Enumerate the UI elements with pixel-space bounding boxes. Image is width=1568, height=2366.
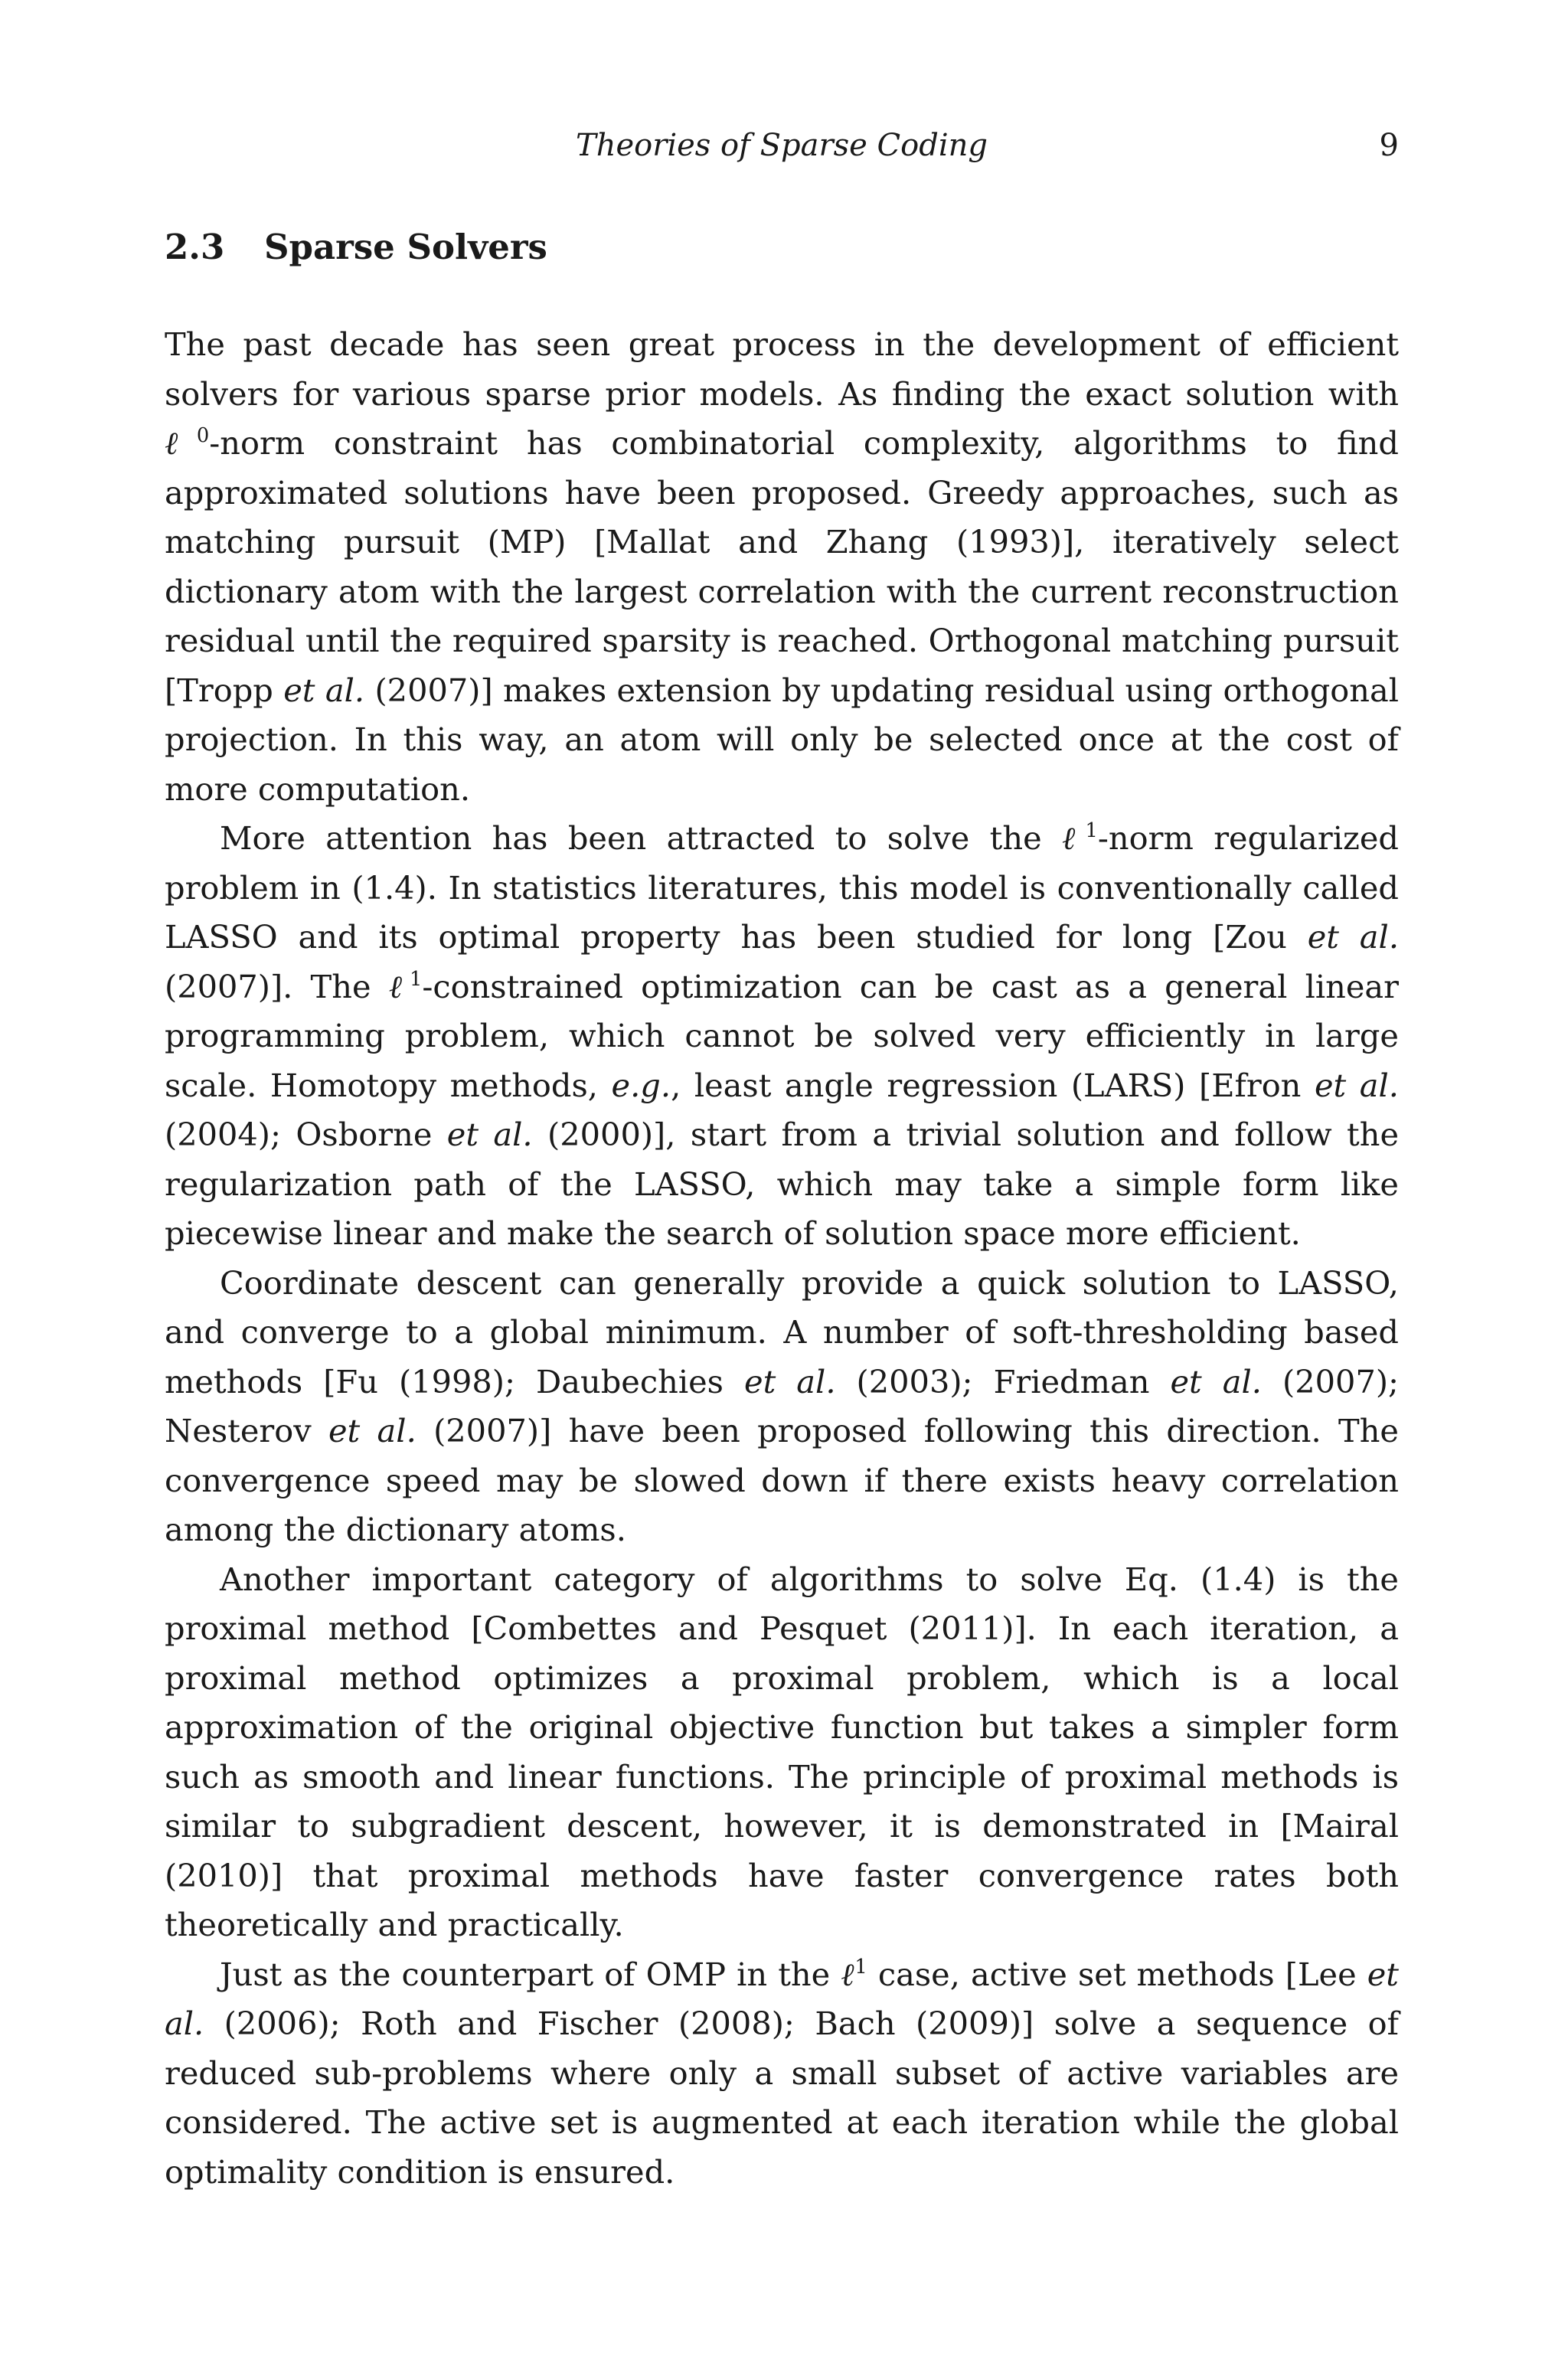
page-number: 9: [1379, 128, 1399, 163]
section-number: 2.3: [165, 227, 225, 267]
citation-etal: et al.: [1170, 1362, 1262, 1400]
superscript: 1: [854, 1955, 867, 1979]
math-ell: ℓ: [1062, 819, 1086, 857]
section-heading: [165, 222, 547, 273]
paragraph-3: Coordinate descent can generally provide a quick solution to LASSO, and converge to a global minimum. A number of soft-thresholding based methods [Fu (1998); Daubechies et al. (2003); Friedman et al. (2007); Nesterov et al. (2007)] have been proposed following this direction. The convergence speed may be slowed down if there exists heavy correlation among the dictionary atoms.: [165, 1263, 1400, 1548]
superscript: 1: [1085, 819, 1098, 843]
abbrev-eg: e.g.: [611, 1066, 671, 1104]
body-text: [165, 320, 1399, 2197]
section-title: Sparse Solvers: [264, 227, 547, 267]
paragraph-1: The past decade has seen great process in the development of efficient solvers for various sparse prior models. As finding the exact solution with ℓ$^0$-norm constraint has combinatorial complexity, algorithms to find approximated solutions have been proposed. Greedy approaches, such as matching pursuit (MP) [Mallat and Zhang (1993)], iteratively select dictionary atom with the largest correlation with the current reconstruction residual until the required sparsity is reached. Orthogonal matching pursuit [Tropp et al. (2007)] makes extension by updating residual using orthogonal projection. In this way, an atom will only be selected once at the cost of more computation.: [165, 325, 1399, 808]
math-ell: ℓ: [165, 424, 197, 462]
citation-etal: et al.: [165, 1955, 1399, 2042]
citation-etal: et al.: [446, 1116, 533, 1153]
math-ell: ℓ: [388, 967, 410, 1005]
citation-etal: et al.: [1314, 1066, 1399, 1104]
citation-etal: et al.: [744, 1362, 836, 1400]
paragraph-4: Another important category of algorithms to solve Eq. (1.4) is the proximal method [Combettes and Pesquet (2011)]. In each iteration, a proximal method optimizes a proximal problem, which is a local approximation of the original objective function but takes a simpler form such as smooth and linear functions. The principle of proximal methods is similar to subgradient descent, however, it is demonstrated in [Mairal (2010)] that proximal methods have faster convergence rates both theoretically and practically.: [165, 1560, 1399, 1943]
math-ell: ℓ: [841, 1955, 855, 1993]
running-header: [165, 123, 1399, 168]
citation-etal: et al.: [328, 1412, 416, 1449]
paragraph-5: Just as the counterpart of OMP in the ℓ$^1$ case, active set methods [Lee et al. (2006); Roth and Fischer (2008); Bach (2009)] solve a sequence of reduced sub-problems where only a small subset of active variables are considered. The active set is augmented at each iteration while the global optimality condition is ensured.: [165, 1955, 1399, 2191]
citation-etal: et al.: [1307, 918, 1400, 956]
running-title: Theories of Sparse Coding: [576, 128, 988, 163]
paragraph-2: More attention has been attracted to solve the ℓ$^1$-norm regularized problem in (1.4). In statistics literatures, this model is conventionally called LASSO and its optimal property has been studied for long [Zou et al. (2007)]. The ℓ$^1$-constrained optimization can be cast as a general linear programming problem, which cannot be solved very efficiently in large scale. Homotopy methods, e.g., least angle regression (LARS) [Efron et al. (2004); Osborne et al. (2000)], start from a trivial solution and follow the regularization path of the LASSO, which may take a simple form like piecewise linear and make the search of solution space more efficient.: [165, 819, 1400, 1252]
citation-etal: et al.: [283, 671, 365, 709]
superscript: 1: [409, 967, 423, 991]
superscript: 0: [196, 424, 210, 448]
